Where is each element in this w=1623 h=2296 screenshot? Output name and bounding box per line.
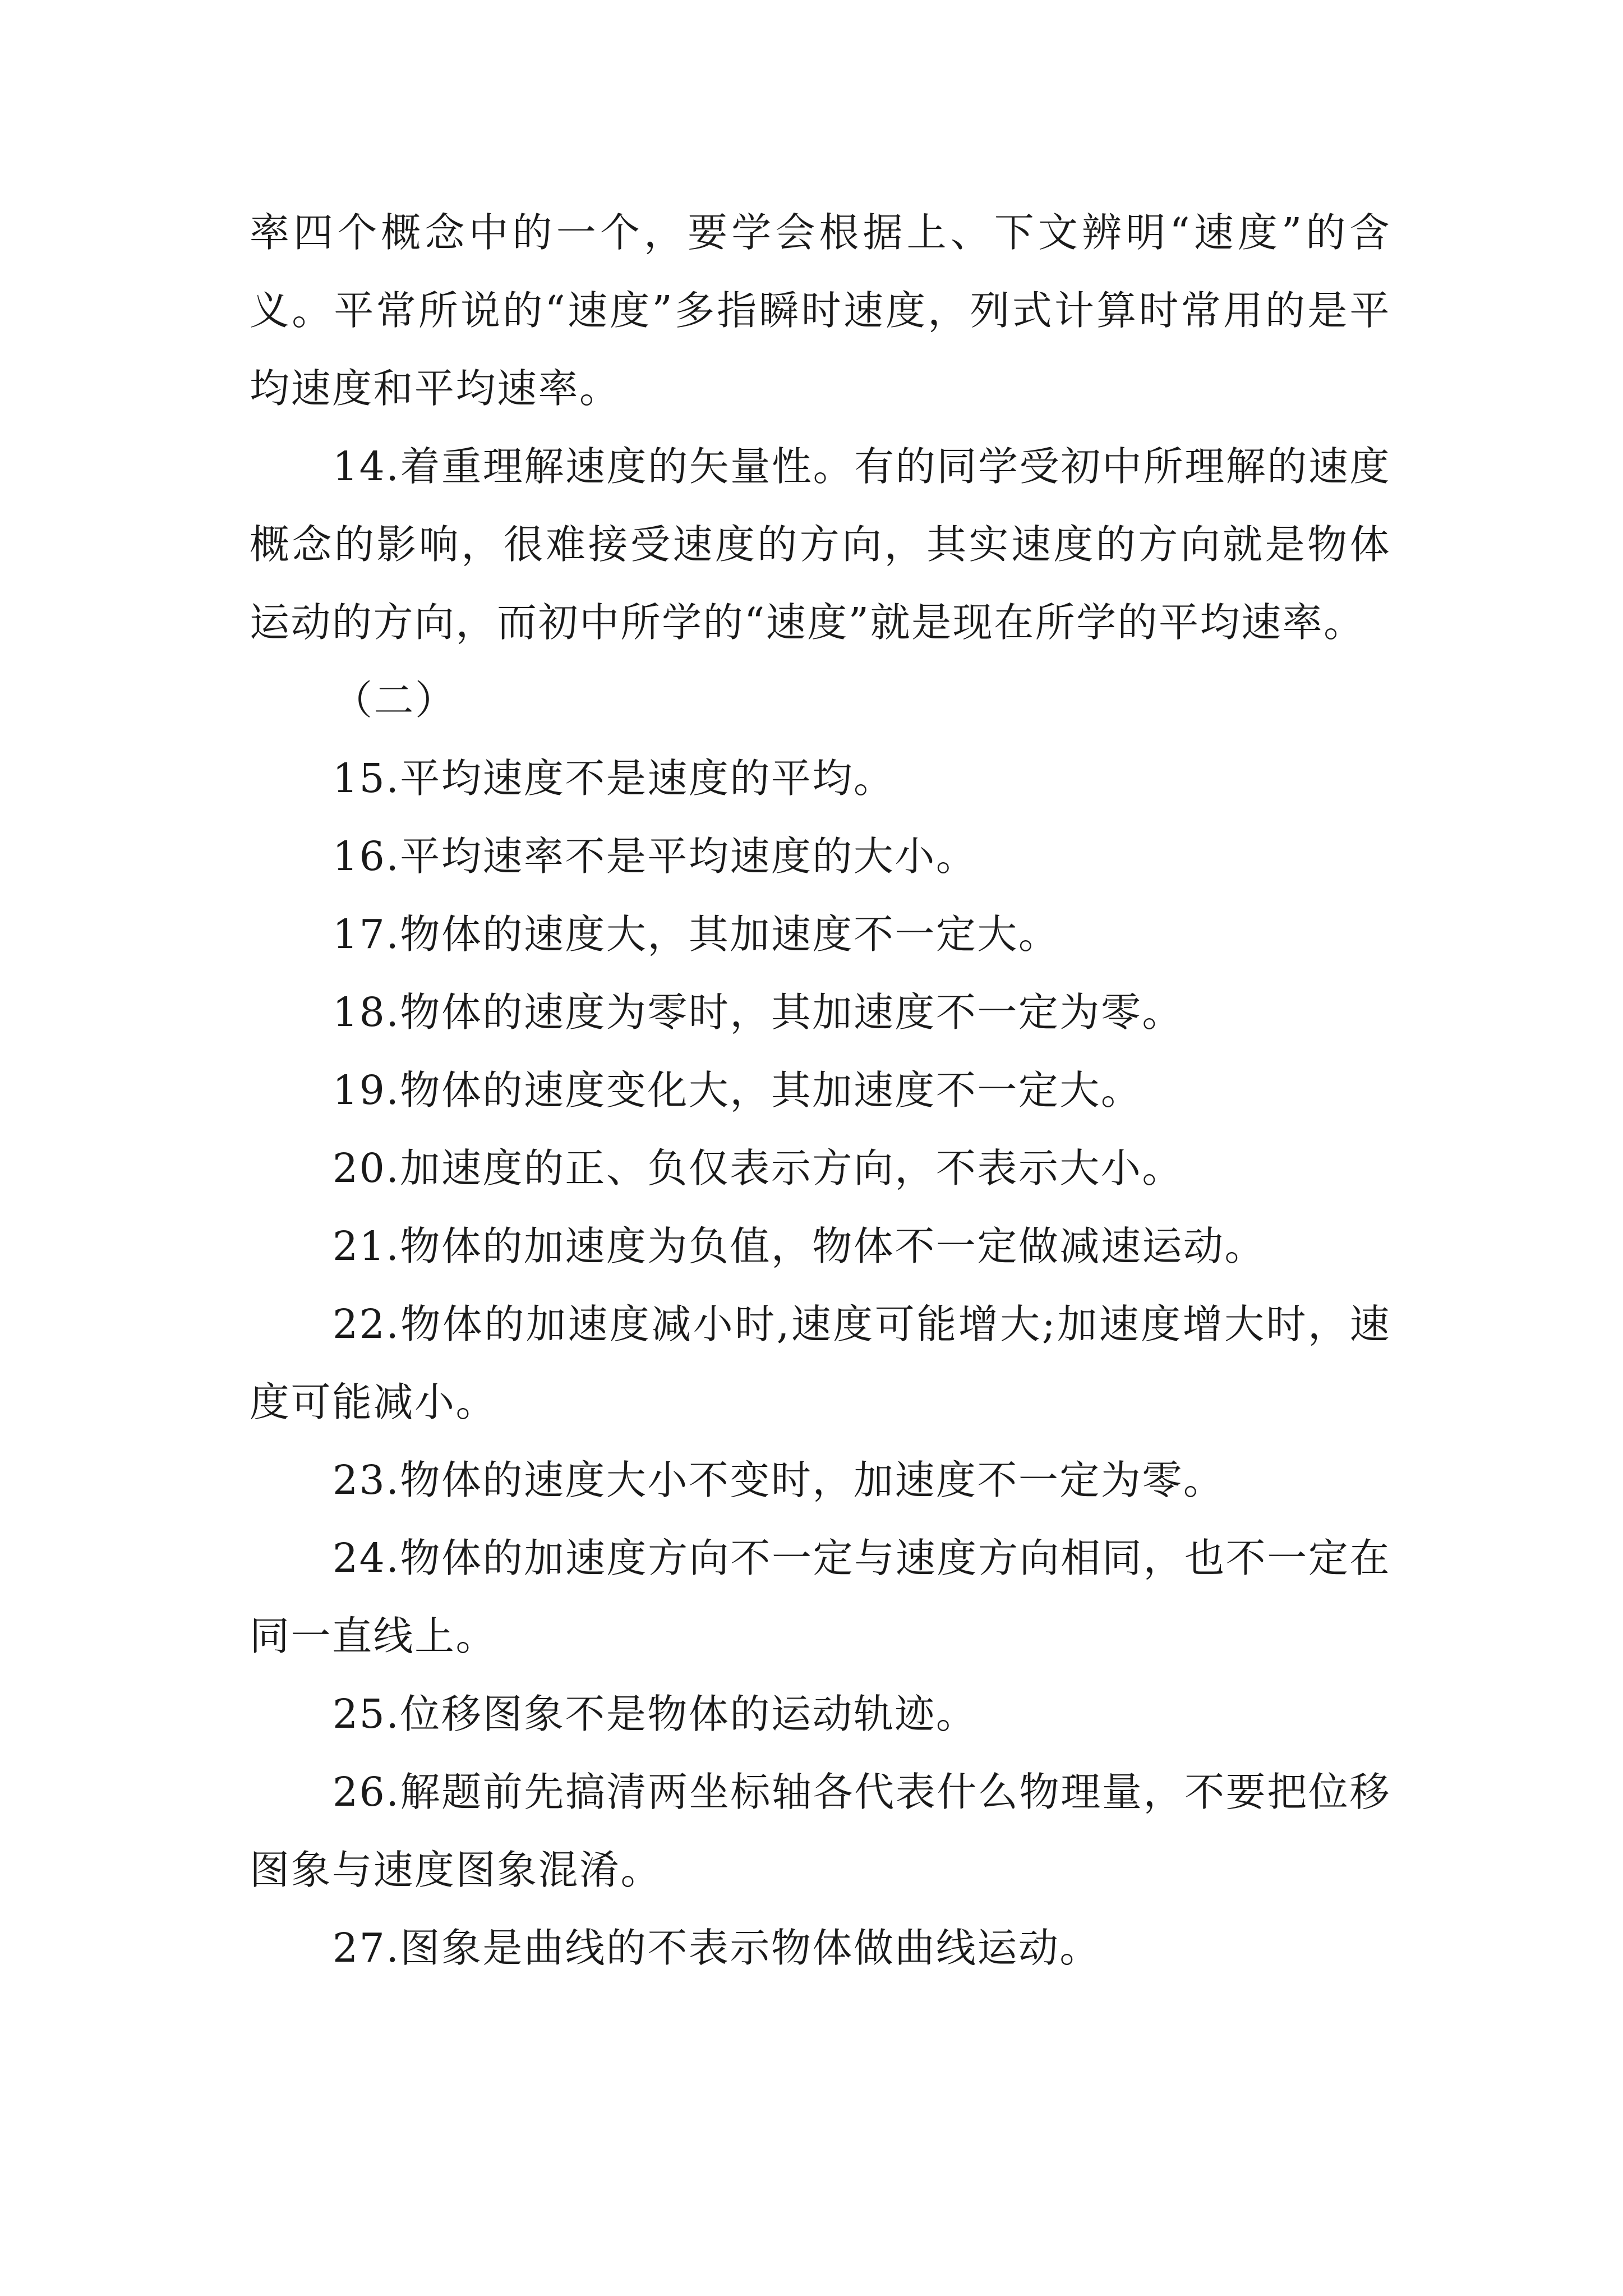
paragraph-item-20: 20.加速度的正、负仅表示方向，不表示大小。	[333, 1145, 1183, 1191]
section-heading-2: （二）	[333, 677, 457, 724]
paragraph-continuation: 率四个概念中的一个，要学会根据上、下文辨明“速度”的含义。平常所说的“速度”多指瞬时速度，列式计算时常用的是平均速度和平均速率。	[250, 209, 1391, 412]
paragraph-item-27: 27.图象是曲线的不表示物体做曲线运动。	[333, 1925, 1101, 1971]
paragraph-item-19: 19.物体的速度变化大，其加速度不一定大。	[333, 1067, 1142, 1114]
paragraph-item-16: 16.平均速率不是平均速度的大小。	[333, 833, 978, 880]
paragraph-item-22: 22.物体的加速度减小时,速度可能增大;加速度增大时，速度可能减小。	[250, 1301, 1391, 1425]
paragraph-item-21: 21.物体的加速度为负值，物体不一定做减速运动。	[333, 1223, 1266, 1269]
paragraph-item-23: 23.物体的速度大小不变时，加速度不一定为零。	[333, 1457, 1225, 1503]
paragraph-item-26: 26.解题前先搞清两坐标轴各代表什么物理量，不要把位移图象与速度图象混淆。	[250, 1769, 1391, 1893]
paragraph-item-15: 15.平均速度不是速度的平均。	[333, 755, 895, 802]
paragraph-item-14: 14.着重理解速度的矢量性。有的同学受初中所理解的速度概念的影响，很难接受速度的方向，其实速度的方向就是物体运动的方向，而初中所学的“速度”就是现在所学的平均速率。	[250, 443, 1391, 646]
paragraph-item-25: 25.位移图象不是物体的运动轨迹。	[333, 1691, 978, 1737]
document-body	[250, 194, 1391, 1987]
paragraph-item-24: 24.物体的加速度方向不一定与速度方向相同，也不一定在同一直线上。	[250, 1535, 1391, 1659]
paragraph-item-17: 17.物体的速度大，其加速度不一定大。	[333, 911, 1060, 958]
paragraph-item-18: 18.物体的速度为零时，其加速度不一定为零。	[333, 989, 1183, 1036]
